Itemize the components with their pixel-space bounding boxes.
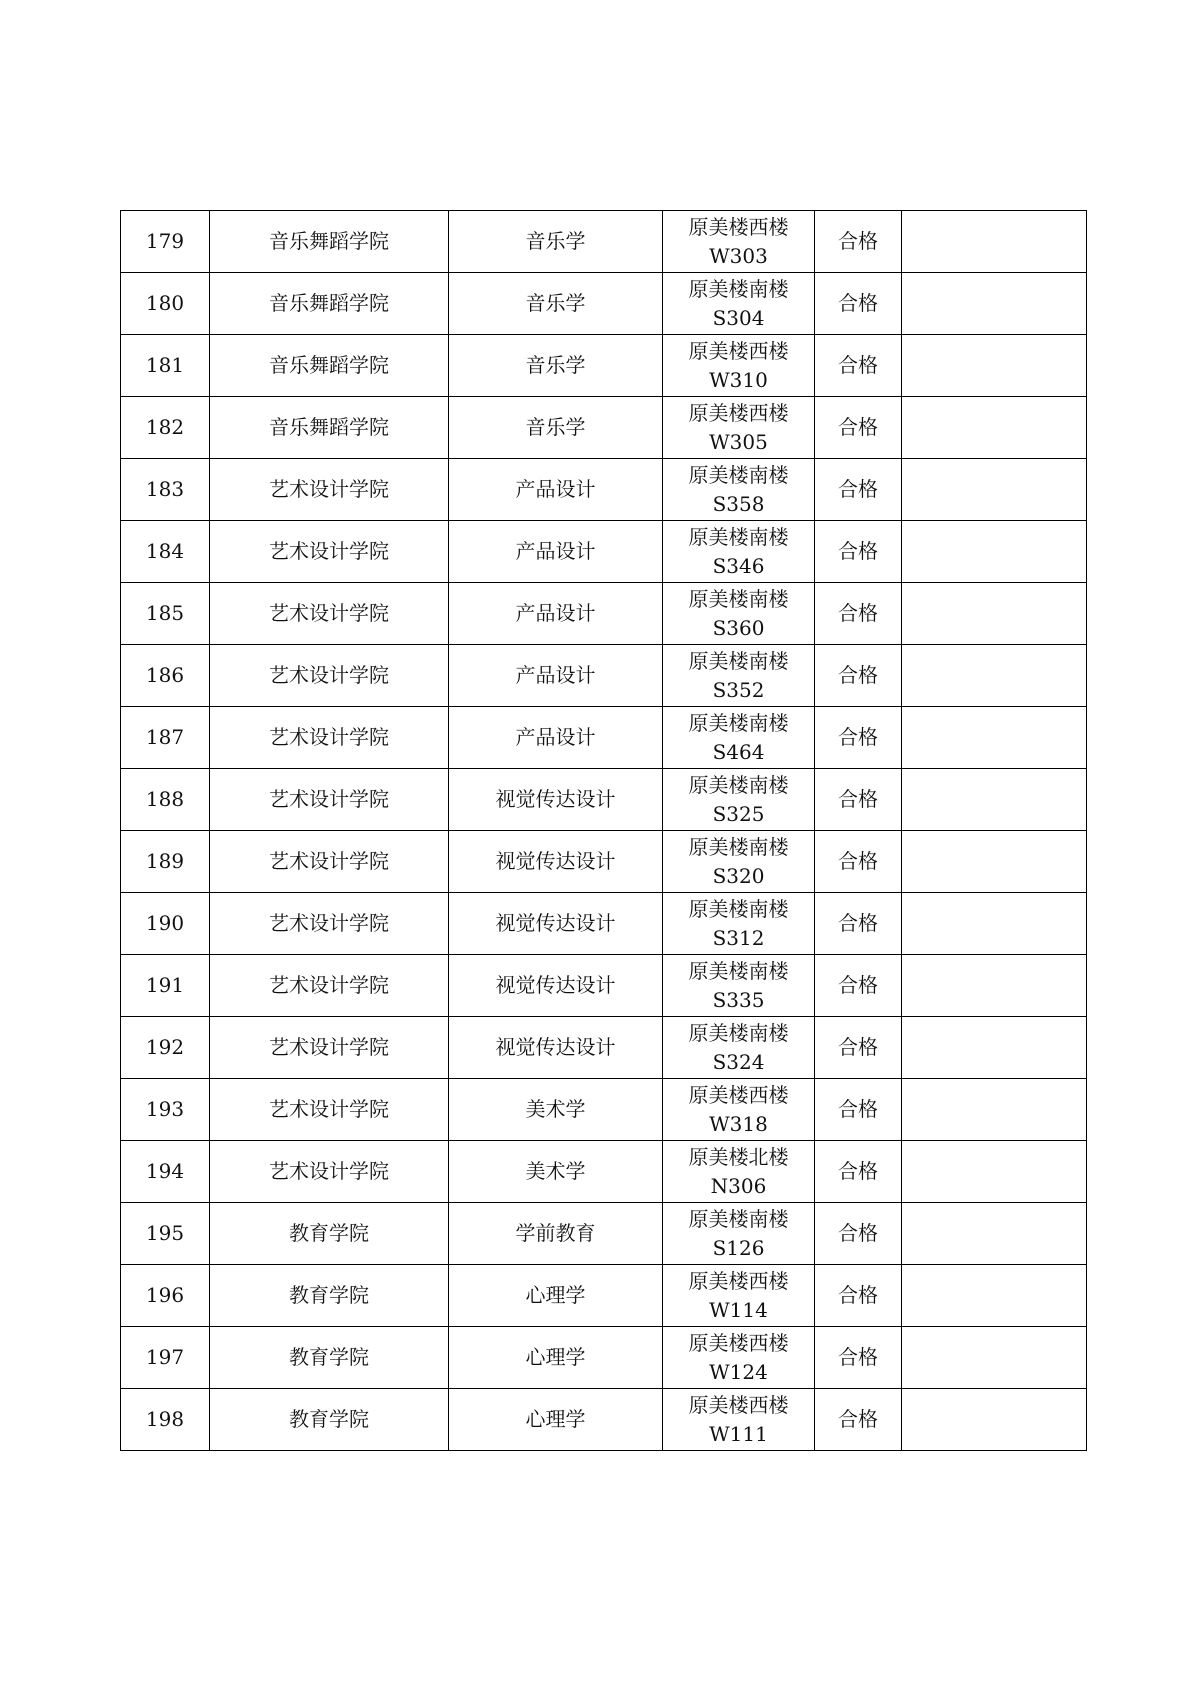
location-cell bbox=[663, 893, 815, 955]
room-number: S320 bbox=[712, 863, 765, 888]
major-cell: 视觉传达设计 bbox=[449, 955, 663, 1017]
major-cell: 产品设计 bbox=[449, 521, 663, 583]
table-row bbox=[121, 831, 1087, 893]
college-cell: 音乐舞蹈学院 bbox=[210, 397, 449, 459]
room-number: S352 bbox=[712, 677, 765, 702]
result-cell: 合格 bbox=[815, 521, 902, 583]
row-number-cell: 180 bbox=[121, 273, 210, 335]
table-row bbox=[121, 769, 1087, 831]
table-row bbox=[121, 1203, 1087, 1265]
row-number-cell: 191 bbox=[121, 955, 210, 1017]
college-cell: 艺术设计学院 bbox=[210, 459, 449, 521]
college-cell: 教育学院 bbox=[210, 1327, 449, 1389]
room-number: S324 bbox=[712, 1049, 765, 1074]
room-number: W124 bbox=[709, 1359, 768, 1384]
major-cell: 音乐学 bbox=[449, 211, 663, 273]
major-cell: 视觉传达设计 bbox=[449, 831, 663, 893]
table-body bbox=[121, 211, 1087, 1451]
row-number-cell: 196 bbox=[121, 1265, 210, 1327]
room-number: S312 bbox=[712, 925, 765, 950]
remark-cell bbox=[902, 273, 1087, 335]
college-cell: 艺术设计学院 bbox=[210, 1017, 449, 1079]
result-cell: 合格 bbox=[815, 397, 902, 459]
building-name: 原美楼南楼 bbox=[688, 958, 789, 983]
major-cell: 心理学 bbox=[449, 1389, 663, 1451]
row-number-cell: 194 bbox=[121, 1141, 210, 1203]
result-cell: 合格 bbox=[815, 645, 902, 707]
major-cell: 视觉传达设计 bbox=[449, 1017, 663, 1079]
row-number-cell: 197 bbox=[121, 1327, 210, 1389]
result-cell: 合格 bbox=[815, 1327, 902, 1389]
major-cell: 产品设计 bbox=[449, 459, 663, 521]
remark-cell bbox=[902, 707, 1087, 769]
college-cell: 艺术设计学院 bbox=[210, 893, 449, 955]
result-cell: 合格 bbox=[815, 955, 902, 1017]
room-number: S346 bbox=[712, 553, 765, 578]
result-cell: 合格 bbox=[815, 1017, 902, 1079]
result-cell: 合格 bbox=[815, 1141, 902, 1203]
row-number-cell: 184 bbox=[121, 521, 210, 583]
major-cell: 美术学 bbox=[449, 1079, 663, 1141]
remark-cell bbox=[902, 645, 1087, 707]
remark-cell bbox=[902, 1327, 1087, 1389]
location-cell bbox=[663, 1327, 815, 1389]
table-row bbox=[121, 335, 1087, 397]
remark-cell bbox=[902, 211, 1087, 273]
building-name: 原美楼南楼 bbox=[688, 276, 789, 301]
result-cell: 合格 bbox=[815, 1079, 902, 1141]
room-number: W303 bbox=[709, 243, 768, 268]
remark-cell bbox=[902, 335, 1087, 397]
college-cell: 教育学院 bbox=[210, 1265, 449, 1327]
table-row bbox=[121, 645, 1087, 707]
location-cell bbox=[663, 397, 815, 459]
building-name: 原美楼南楼 bbox=[688, 1206, 789, 1231]
college-cell: 艺术设计学院 bbox=[210, 1079, 449, 1141]
row-number-cell: 193 bbox=[121, 1079, 210, 1141]
remark-cell bbox=[902, 893, 1087, 955]
college-cell: 教育学院 bbox=[210, 1203, 449, 1265]
result-cell: 合格 bbox=[815, 707, 902, 769]
building-name: 原美楼南楼 bbox=[688, 648, 789, 673]
major-cell: 音乐学 bbox=[449, 273, 663, 335]
building-name: 原美楼西楼 bbox=[688, 1392, 789, 1417]
location-cell bbox=[663, 1141, 815, 1203]
major-cell: 心理学 bbox=[449, 1327, 663, 1389]
result-cell: 合格 bbox=[815, 335, 902, 397]
major-cell: 音乐学 bbox=[449, 397, 663, 459]
row-number-cell: 189 bbox=[121, 831, 210, 893]
building-name: 原美楼南楼 bbox=[688, 1020, 789, 1045]
college-cell: 艺术设计学院 bbox=[210, 769, 449, 831]
row-number-cell: 181 bbox=[121, 335, 210, 397]
room-number: W111 bbox=[709, 1421, 768, 1446]
building-name: 原美楼西楼 bbox=[688, 214, 789, 239]
result-cell: 合格 bbox=[815, 1265, 902, 1327]
room-number: W318 bbox=[709, 1111, 768, 1136]
row-number-cell: 188 bbox=[121, 769, 210, 831]
row-number-cell: 190 bbox=[121, 893, 210, 955]
college-cell: 艺术设计学院 bbox=[210, 645, 449, 707]
row-number-cell: 186 bbox=[121, 645, 210, 707]
college-cell: 音乐舞蹈学院 bbox=[210, 273, 449, 335]
table-row bbox=[121, 893, 1087, 955]
major-cell: 视觉传达设计 bbox=[449, 769, 663, 831]
room-number: S360 bbox=[712, 615, 765, 640]
result-cell: 合格 bbox=[815, 769, 902, 831]
room-number: N306 bbox=[710, 1173, 767, 1198]
row-number-cell: 183 bbox=[121, 459, 210, 521]
college-cell: 艺术设计学院 bbox=[210, 583, 449, 645]
location-cell bbox=[663, 831, 815, 893]
college-cell: 教育学院 bbox=[210, 1389, 449, 1451]
row-number-cell: 185 bbox=[121, 583, 210, 645]
inspection-table bbox=[120, 210, 1087, 1451]
result-cell: 合格 bbox=[815, 893, 902, 955]
college-cell: 音乐舞蹈学院 bbox=[210, 335, 449, 397]
table-row bbox=[121, 1079, 1087, 1141]
location-cell bbox=[663, 645, 815, 707]
building-name: 原美楼南楼 bbox=[688, 586, 789, 611]
major-cell: 产品设计 bbox=[449, 645, 663, 707]
remark-cell bbox=[902, 1203, 1087, 1265]
building-name: 原美楼西楼 bbox=[688, 338, 789, 363]
row-number-cell: 195 bbox=[121, 1203, 210, 1265]
table-row bbox=[121, 955, 1087, 1017]
major-cell: 产品设计 bbox=[449, 707, 663, 769]
table-row bbox=[121, 707, 1087, 769]
row-number-cell: 192 bbox=[121, 1017, 210, 1079]
remark-cell bbox=[902, 521, 1087, 583]
building-name: 原美楼南楼 bbox=[688, 772, 789, 797]
table-row bbox=[121, 521, 1087, 583]
major-cell: 产品设计 bbox=[449, 583, 663, 645]
table-row bbox=[121, 583, 1087, 645]
remark-cell bbox=[902, 1389, 1087, 1451]
table-row bbox=[121, 1017, 1087, 1079]
building-name: 原美楼南楼 bbox=[688, 462, 789, 487]
remark-cell bbox=[902, 769, 1087, 831]
major-cell: 美术学 bbox=[449, 1141, 663, 1203]
building-name: 原美楼西楼 bbox=[688, 1082, 789, 1107]
row-number-cell: 187 bbox=[121, 707, 210, 769]
room-number: S304 bbox=[712, 305, 765, 330]
table-row bbox=[121, 211, 1087, 273]
room-number: S335 bbox=[712, 987, 765, 1012]
room-number: W114 bbox=[709, 1297, 768, 1322]
result-cell: 合格 bbox=[815, 459, 902, 521]
building-name: 原美楼西楼 bbox=[688, 1330, 789, 1355]
table-row bbox=[121, 273, 1087, 335]
result-cell: 合格 bbox=[815, 1203, 902, 1265]
location-cell bbox=[663, 211, 815, 273]
location-cell bbox=[663, 335, 815, 397]
college-cell: 艺术设计学院 bbox=[210, 521, 449, 583]
college-cell: 艺术设计学院 bbox=[210, 831, 449, 893]
location-cell bbox=[663, 769, 815, 831]
location-cell bbox=[663, 955, 815, 1017]
remark-cell bbox=[902, 1141, 1087, 1203]
building-name: 原美楼西楼 bbox=[688, 400, 789, 425]
major-cell: 心理学 bbox=[449, 1265, 663, 1327]
result-cell: 合格 bbox=[815, 1389, 902, 1451]
room-number: S358 bbox=[712, 491, 765, 516]
table-row bbox=[121, 459, 1087, 521]
major-cell: 视觉传达设计 bbox=[449, 893, 663, 955]
room-number: W310 bbox=[709, 367, 768, 392]
result-cell: 合格 bbox=[815, 831, 902, 893]
room-number: W305 bbox=[709, 429, 768, 454]
table-row bbox=[121, 397, 1087, 459]
room-number: S126 bbox=[712, 1235, 765, 1260]
location-cell bbox=[663, 1079, 815, 1141]
location-cell bbox=[663, 1203, 815, 1265]
table-row bbox=[121, 1389, 1087, 1451]
table-row bbox=[121, 1265, 1087, 1327]
room-number: S464 bbox=[712, 739, 765, 764]
row-number-cell: 179 bbox=[121, 211, 210, 273]
location-cell bbox=[663, 459, 815, 521]
college-cell: 音乐舞蹈学院 bbox=[210, 211, 449, 273]
location-cell bbox=[663, 273, 815, 335]
building-name: 原美楼南楼 bbox=[688, 896, 789, 921]
result-cell: 合格 bbox=[815, 211, 902, 273]
building-name: 原美楼南楼 bbox=[688, 710, 789, 735]
college-cell: 艺术设计学院 bbox=[210, 707, 449, 769]
remark-cell bbox=[902, 1079, 1087, 1141]
result-cell: 合格 bbox=[815, 273, 902, 335]
location-cell bbox=[663, 583, 815, 645]
remark-cell bbox=[902, 955, 1087, 1017]
remark-cell bbox=[902, 1265, 1087, 1327]
major-cell: 学前教育 bbox=[449, 1203, 663, 1265]
room-number: S325 bbox=[712, 801, 765, 826]
row-number-cell: 198 bbox=[121, 1389, 210, 1451]
location-cell bbox=[663, 1389, 815, 1451]
remark-cell bbox=[902, 583, 1087, 645]
remark-cell bbox=[902, 459, 1087, 521]
building-name: 原美楼南楼 bbox=[688, 524, 789, 549]
remark-cell bbox=[902, 1017, 1087, 1079]
row-number-cell: 182 bbox=[121, 397, 210, 459]
remark-cell bbox=[902, 397, 1087, 459]
table-row bbox=[121, 1141, 1087, 1203]
building-name: 原美楼西楼 bbox=[688, 1268, 789, 1293]
table-row bbox=[121, 1327, 1087, 1389]
location-cell bbox=[663, 1017, 815, 1079]
location-cell bbox=[663, 521, 815, 583]
college-cell: 艺术设计学院 bbox=[210, 1141, 449, 1203]
major-cell: 音乐学 bbox=[449, 335, 663, 397]
result-cell: 合格 bbox=[815, 583, 902, 645]
building-name: 原美楼北楼 bbox=[688, 1144, 789, 1169]
location-cell bbox=[663, 1265, 815, 1327]
location-cell bbox=[663, 707, 815, 769]
building-name: 原美楼南楼 bbox=[688, 834, 789, 859]
remark-cell bbox=[902, 831, 1087, 893]
college-cell: 艺术设计学院 bbox=[210, 955, 449, 1017]
